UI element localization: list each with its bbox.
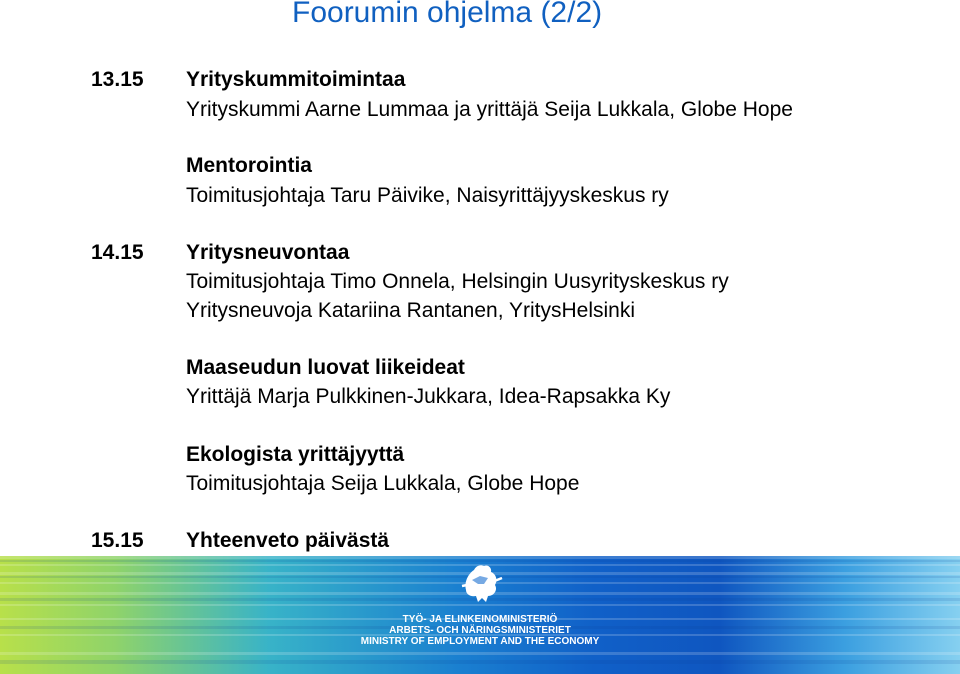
speaker-line: Yrityskummi Aarne Lummaa ja yrittäjä Seija Lukkala, Globe Hope	[186, 98, 793, 121]
ministry-name-fi: TYÖ- JA ELINKEINOMINISTERIÖ	[402, 614, 558, 625]
session-time: 14.15	[91, 241, 144, 264]
speaker-line: Toimitusjohtaja Seija Lukkala, Globe Hope	[186, 472, 580, 495]
session-heading: Yhteenveto päivästä	[186, 529, 390, 552]
speaker-line: Toimitusjohtaja Taru Päivike, Naisyrittäjyyskeskus ry	[186, 184, 669, 207]
finnish-lion-emblem-icon	[458, 560, 504, 606]
speaker-line: Toimitusjohtaja Timo Onnela, Helsingin Uusyrityskeskus ry	[186, 270, 729, 293]
page-title: Foorumin ohjelma (2/2)	[292, 0, 603, 29]
session-heading: Maaseudun luovat liikeideat	[186, 356, 465, 379]
session-heading: Yrityskummitoimintaa	[186, 68, 406, 91]
session-heading: Yritysneuvontaa	[186, 241, 350, 264]
session-time: 13.15	[91, 68, 144, 91]
session-time: 15.15	[91, 529, 144, 552]
ministry-name-en: MINISTRY OF EMPLOYMENT AND THE ECONOMY	[360, 636, 600, 647]
speaker-line: Yritysneuvoja Katariina Rantanen, YritysHelsinki	[186, 299, 635, 322]
speaker-line: Yrittäjä Marja Pulkkinen-Jukkara, Idea-Rapsakka Ky	[186, 385, 671, 408]
session-heading: Mentorointia	[186, 154, 312, 177]
ministry-name-sv: ARBETS- OCH NÄRINGSMINISTERIET	[389, 625, 571, 636]
footer-band	[0, 556, 960, 674]
session-heading: Ekologista yrittäjyyttä	[186, 443, 405, 466]
